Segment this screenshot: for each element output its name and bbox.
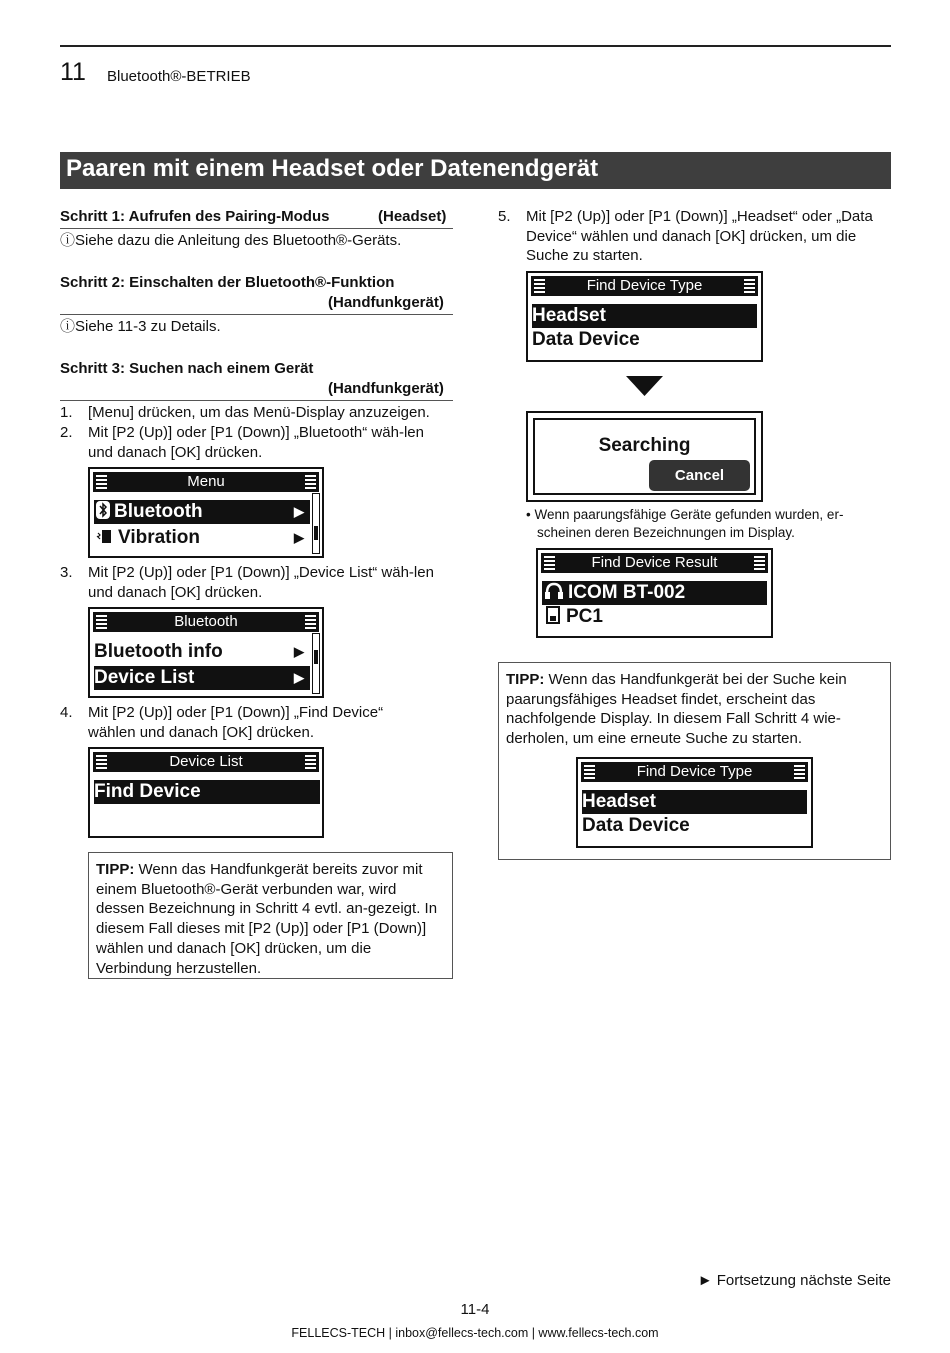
page-number: 11-4 xyxy=(460,1301,490,1318)
step1-note: ⓘSiehe dazu die Anleitung des Bluetooth®-Geräts. xyxy=(60,232,402,249)
continue-note: ► Fortsetzung nächste Seite xyxy=(697,1272,891,1289)
lcd-bluetooth-header: Bluetooth xyxy=(93,612,319,632)
bullet-note: • Wenn paarungsfähige Geräte gefunden wurden, er-scheinen deren Bezeichnungen im Display. xyxy=(526,507,844,540)
cancel-button[interactable]: Cancel xyxy=(649,460,750,491)
lcd-finddevicetype-row-datadevice: Data Device xyxy=(532,329,640,350)
lcd-devicelist-header: Device List xyxy=(93,752,319,772)
list-icon xyxy=(305,755,316,769)
chapter-title: Bluetooth®-BETRIEB xyxy=(107,68,251,85)
list-icon xyxy=(584,765,595,779)
list-icon xyxy=(96,615,107,629)
step3-underline xyxy=(60,400,453,401)
list-icon xyxy=(534,279,545,293)
down-triangle-icon xyxy=(626,376,663,396)
lcd-menu xyxy=(88,467,324,558)
lcd-finddevicetype-2-row-datadevice: Data Device xyxy=(582,815,690,836)
bluetooth-icon xyxy=(96,501,110,519)
step-item-2-num: 2. xyxy=(60,424,73,441)
step1-tag: (Headset) xyxy=(378,208,447,225)
step1-title: Schritt 1: Aufrufen des Pairing-Modus xyxy=(60,208,330,225)
arrow-right-icon: ▶ xyxy=(294,530,304,545)
list-icon xyxy=(744,279,755,293)
lcd-scrollbar xyxy=(312,633,320,694)
lcd-devicelist-row-finddevice: Find Device xyxy=(94,780,320,804)
lcd-finddevicetype-row-headset: Headset xyxy=(532,304,757,328)
lcd-devicelist xyxy=(88,747,324,838)
step-item-3-text: Mit [P2 (Up)] oder [P1 (Down)] „Device List“ wäh-len und danach [OK] drücken. xyxy=(88,564,434,601)
step-item-1-num: 1. xyxy=(60,404,73,421)
step-item-4-num: 4. xyxy=(60,704,73,721)
step-item-5-num: 5. xyxy=(498,208,511,225)
lcd-menu-header: Menu xyxy=(93,472,319,492)
step-item-4-text: Mit [P2 (Up)] oder [P1 (Down)] „Find Device“ wählen und danach [OK] drücken. xyxy=(88,704,384,741)
vibration-icon xyxy=(96,527,114,545)
lcd-finddevicetype-header: Find Device Type xyxy=(531,276,758,296)
step-item-2-text: Mit [P2 (Up)] oder [P1 (Down)] „Bluetooth“ wäh-len und danach [OK] drücken. xyxy=(88,424,424,461)
lcd-result-row-icom: ICOM BT-002 xyxy=(542,581,767,605)
top-rule xyxy=(60,45,891,47)
lcd-searching xyxy=(526,411,763,502)
list-icon xyxy=(96,475,107,489)
lcd-finddevicetype xyxy=(526,271,763,362)
step2-title: Schritt 2: Einschalten der Bluetooth®-Funktion xyxy=(60,274,395,291)
step1-underline xyxy=(60,228,453,229)
arrow-right-icon: ▶ xyxy=(294,670,304,685)
tip-text: Wenn das Handfunkgerät bei der Suche kein paarungsfähiges Headset findet, erscheint das nachfolgende Display. In diesem Fall Schritt 4 wie-derholen, um eine erneute Suche zu starten. xyxy=(506,671,847,748)
searching-text: Searching xyxy=(598,435,691,456)
lcd-scrollbar xyxy=(312,493,320,554)
list-icon xyxy=(305,615,316,629)
tip-text: Wenn das Handfunkgerät bereits zuvor mit einem Bluetooth®-Gerät verbunden war, wird dessen Bezeichnung in Schritt 4 evtl. an-gezeigt. In diesem Fall dieses mit [P2 (Up)] oder [P1 (Down)] wählen und danach [OK] drücken, um die Verbindung herzustellen. xyxy=(96,861,438,977)
lcd-menu-row-vibration: Vibration ▶ xyxy=(94,526,310,550)
tip-box-1 xyxy=(88,852,453,979)
list-icon xyxy=(96,755,107,769)
chapter-number: 11 xyxy=(60,58,86,86)
lcd-finddeviceresult xyxy=(536,548,773,638)
lcd-menu-row-bluetooth: Bluetooth ▶ xyxy=(94,500,310,524)
tip-label: TIPP: xyxy=(506,671,545,688)
step-item-3-num: 3. xyxy=(60,564,73,581)
arrow-right-icon: ▶ xyxy=(294,504,304,519)
list-icon xyxy=(754,556,765,570)
step-item-5-text: Mit [P2 (Up)] oder [P1 (Down)] „Headset“ oder „Data Device“ wählen und danach [OK] drücken, um die Suche zu starten. xyxy=(526,208,873,265)
lcd-bluetooth-row-devicelist: Device List ▶ xyxy=(94,666,310,690)
lcd-bluetooth xyxy=(88,607,324,698)
step2-tag: (Handfunkgerät) xyxy=(328,294,444,311)
section-banner: Paaren mit einem Headset oder Datenendgerät xyxy=(60,152,891,189)
step3-tag: (Handfunkgerät) xyxy=(328,380,444,397)
list-icon xyxy=(305,475,316,489)
lcd-bluetooth-row-info: Bluetooth info ▶ xyxy=(94,641,304,662)
step-item-1-text: [Menu] drücken, um das Menü-Display anzuzeigen. xyxy=(88,404,430,421)
lcd-finddevicetype-2 xyxy=(576,757,813,848)
lcd-finddeviceresult-header: Find Device Result xyxy=(541,553,768,573)
step2-underline xyxy=(60,314,453,315)
arrow-right-icon: ▶ xyxy=(294,644,304,659)
headset-icon xyxy=(544,582,564,600)
step3-title: Schritt 3: Suchen nach einem Gerät xyxy=(60,360,314,377)
list-icon xyxy=(544,556,555,570)
lcd-result-row-pc1: PC1 xyxy=(542,605,767,629)
lcd-finddevicetype-2-header: Find Device Type xyxy=(581,762,808,782)
tip-label: TIPP: xyxy=(96,861,135,878)
step2-note: ⓘSiehe 11-3 zu Details. xyxy=(60,318,221,335)
data-device-icon xyxy=(544,606,562,624)
lcd-finddevicetype-2-row-headset: Headset xyxy=(582,790,807,814)
list-icon xyxy=(794,765,805,779)
footer-imprint: FELLECS-TECH | inbox@fellecs-tech.com | www.fellecs-tech.com xyxy=(291,1326,659,1340)
